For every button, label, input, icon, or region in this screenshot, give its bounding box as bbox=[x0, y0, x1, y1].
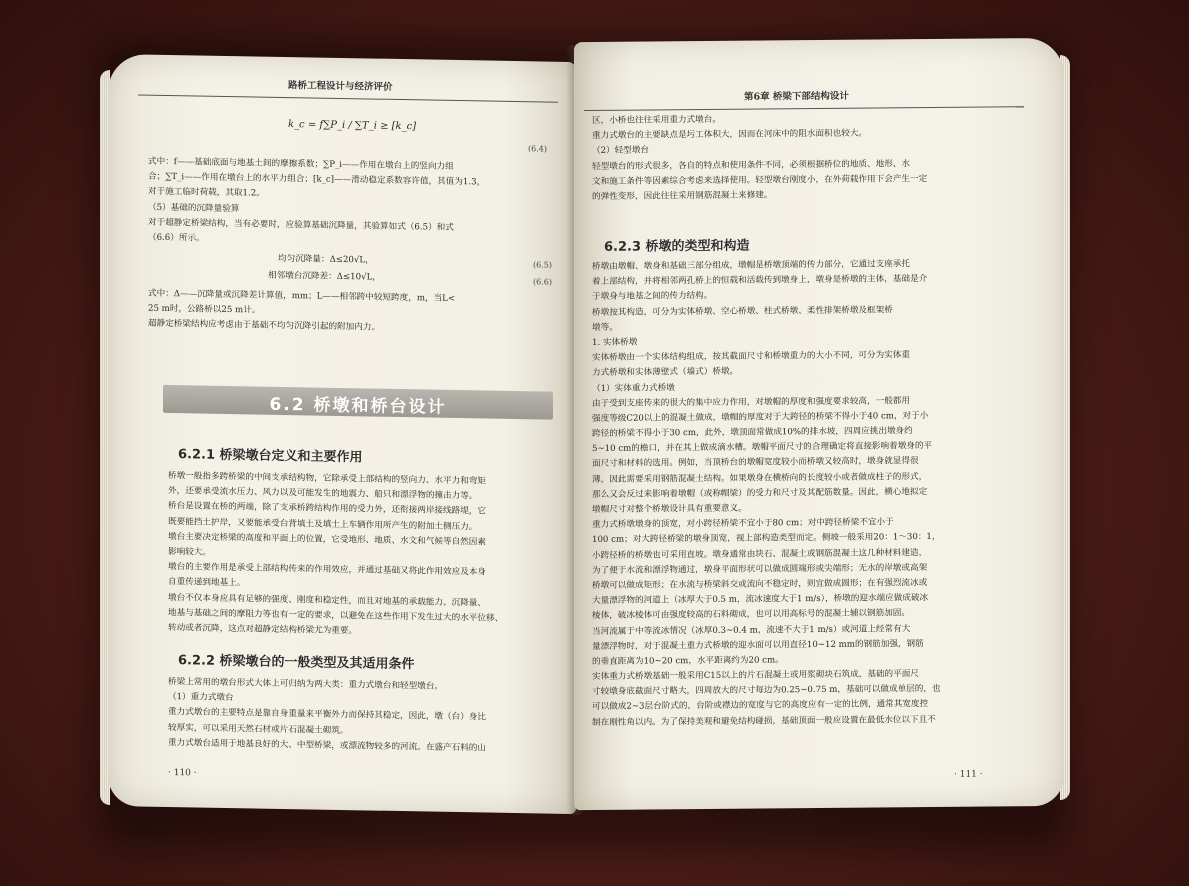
left-running-header: 路桥工程设计与经济评价 bbox=[288, 80, 393, 93]
left-page bbox=[108, 54, 576, 814]
text-line: 对于施工临时荷载，其取1.2。 bbox=[148, 186, 265, 200]
text-line: 墩台的主要作用是承受上部结构传来的作用效应，并通过基础又将此作用效应及本身 bbox=[168, 562, 486, 578]
text-line: 寸较墩身底截面尺寸略大，四周放大的尺寸每边为0.25~0.75 m，基础可以做成单层的，也 bbox=[592, 684, 941, 698]
text-line: 的弹性变形，因此往往采用钢筋混凝土来修建。 bbox=[592, 190, 773, 202]
text-line: 墩台不仅本身应具有足够的强度、刚度和稳定性，而且对地基的承载能力、沉降量、 bbox=[168, 592, 486, 609]
text-line: 制在刚性角以内。为了保持美观和避免结构碰损，基础顶面一般应设置在最低水位以下且不 bbox=[592, 714, 936, 728]
left-page-number: · 110 · bbox=[168, 767, 197, 779]
section-banner bbox=[163, 385, 553, 420]
text-line: 可以做成2~3层台阶式的，台阶或襟边的宽度与它的高度应有一定的比例，通常其宽度控 bbox=[592, 699, 929, 713]
text-line: （1）重力式墩台 bbox=[168, 692, 234, 704]
text-line: 文和施工条件等因素综合考虑来选择使用。轻型墩台刚度小，在外荷载作用下会产生一定 bbox=[592, 173, 928, 187]
right-page bbox=[574, 38, 1064, 810]
text-line: 较厚实，可以采用天然石材或片石混凝土砌筑。 bbox=[168, 722, 349, 736]
formula-number: (6.5) bbox=[533, 260, 552, 270]
text-line: 重力式墩台的主要缺点是圬工体积大，因而在河床中的阻水面积也较大。 bbox=[592, 128, 868, 142]
right-paragraph-a bbox=[592, 110, 1032, 205]
subsection-heading-622: 6.2.2 桥梁墩台的一般类型及其适用条件 bbox=[178, 653, 415, 673]
text-line: （1）实体重力式桥墩 bbox=[592, 382, 675, 394]
text-line: 力式桥墩和实体薄壁式（墙式）桥墩。 bbox=[592, 367, 739, 379]
uniform-settlement-formula: 均匀沉降量：Δ≤20√L， bbox=[278, 253, 374, 266]
text-line: 既要能挡土护岸，又要能承受台背填土及填土上车辆作用所产生的附加土侧压力。 bbox=[168, 516, 478, 532]
text-line: 由于受到支座传来的很大的集中应力作用，对墩帽的厚度和强度要求较高，一般都用 bbox=[592, 395, 910, 409]
text-line: 5~10 cm的檐口，并在其上做成滴水槽。墩帽平面尺寸的合理确定将直接影响着墩身的平 bbox=[592, 441, 933, 455]
text-line: 棱体，破冰棱体可由强度较高的石料砌成，也可以用高标号的混凝土辅以钢筋加固。 bbox=[592, 608, 910, 622]
left-paragraph-d bbox=[168, 675, 563, 758]
left-header-rule bbox=[138, 94, 558, 102]
text-line: 合；∑T_i——作用在墩台上的水平力组合；[k_c]——滑动稳定系数容许值，其值为1.3， bbox=[148, 171, 486, 188]
text-line: 桥墩由墩帽、墩身和基础三部分组成，墩帽是桥墩顶端的传力部分，它通过支座承托 bbox=[592, 259, 910, 272]
text-line: 25 m时，公路桥以25 m计。 bbox=[148, 303, 261, 316]
text-line: 当河流属于中等流冰情况（冰厚0.3~0.4 m，流速不大于1 m/s）或河道上经常有大 bbox=[592, 623, 911, 637]
text-line: 自重传递到地基上。 bbox=[168, 577, 246, 589]
text-line: 对于超静定桥梁结构，当有必要时，应验算基础沉降量，其验算如式（6.5）和式 bbox=[148, 217, 454, 233]
text-line: 实体重力式桥墩基础一般采用C15以上的片石混凝土或用浆砌块石筑成，基础的平面尺 bbox=[592, 669, 919, 683]
text-line: 大量漂浮物的河道上（冰厚大于0.5 m，流冰速度大于1 m/s），桥墩的迎水端应做成破冰 bbox=[592, 593, 929, 607]
left-paragraph-a bbox=[148, 155, 558, 253]
text-line: 桥墩一般指多跨桥梁的中间支承结构物，它除承受上部结构的竖向力、水平力和弯矩 bbox=[168, 470, 486, 487]
right-paragraph-b bbox=[592, 256, 1037, 731]
left-paragraph-c bbox=[168, 469, 563, 643]
text-line: 桥墩按其构造，可分为实体桥墩、空心桥墩、柱式桥墩、柔性排架桥墩及框架桥 bbox=[592, 304, 893, 318]
text-line: 面尺寸和材料的选用。例如，当顶桥台的墩帽宽度较小而桥墩又较高时，墩身就显得很 bbox=[592, 456, 919, 470]
text-line: 重力式墩台的主要特点是靠自身重量来平衡外力而保持其稳定，因此，墩（台）身比 bbox=[168, 707, 486, 723]
text-line: 超静定桥梁结构应考虑由于基础不均匀沉降引起的附加内力。 bbox=[148, 318, 381, 334]
text-line: 薄，因此需要采用钢筋混凝土结构。如果墩身在横桥向的长度较小或者做成柱子的形式， bbox=[592, 471, 928, 485]
text-line: （2）轻型墩台 bbox=[592, 145, 650, 157]
text-line: 地基与基础之间的摩阻力等也有一定的要求，以避免在这些作用下发生过大的水平位移、 bbox=[168, 607, 504, 624]
text-line: 轻型墩台的形式很多，各自的特点和使用条件不同，必须根据桥位的地质、地形、水 bbox=[592, 158, 910, 172]
text-line: 1. 实体桥墩 bbox=[592, 337, 638, 348]
text-line: 实体桥墩由一个实体结构组成，按其截面尺寸和桥墩重力的大小不同，可分为实体重 bbox=[592, 350, 910, 364]
text-line: 强度等级C20以上的混凝土做成，墩帽的厚度对于大跨径的桥梁不得小于40 cm，对于小 bbox=[592, 410, 929, 424]
text-line: 的垂直距离为10~20 cm，水平距离约为20 cm。 bbox=[592, 655, 784, 667]
text-line: 区，小桥也往往采用重力式墩台。 bbox=[592, 114, 721, 126]
text-line: 式中：f——基础底面与地基土间的摩擦系数；∑P_i——作用在墩台上的竖向力组 bbox=[148, 156, 454, 172]
text-line: 为了便于水流和漂浮物通过，墩身平面形状可以做成圆端形或尖端形；无水的岸墩或高架 bbox=[592, 562, 928, 576]
text-line: 跨径的桥梁不得小于30 cm，此外，墩顶面常做成10%的排水坡，四周应挑出墩身约 bbox=[592, 426, 913, 440]
formula-number: (6.4) bbox=[528, 144, 547, 154]
text-line: （5）基础的沉降量验算 bbox=[148, 202, 240, 214]
text-line: 量漂浮物时，对于混凝土重力式桥墩的迎水面可以用直径10~12 mm的钢筋加强，钢筋 bbox=[592, 638, 924, 652]
text-line: （6.6）所示。 bbox=[148, 232, 205, 244]
left-paragraph-b bbox=[148, 287, 558, 340]
text-line: 桥梁上常用的墩台形式大体上可归纳为两大类：重力式墩台和轻型墩台。 bbox=[168, 676, 444, 692]
text-line: 式中：Δ——沉降量或沉降差计算值，mm；L——相邻跨中较短跨度，m，当L< bbox=[148, 288, 456, 304]
text-line: 100 cm；对大跨径桥梁的墩身顶宽，视上部构造类型而定。侧坡一般采用20：1～30：1， bbox=[592, 532, 941, 546]
text-line: 重力式墩台适用于地基良好的大、中型桥梁，或漂流物较多的河流。在盛产石料的山 bbox=[168, 737, 486, 754]
text-line: 转动或者沉降，这点对超静定结构桥梁尤为重要。 bbox=[168, 622, 358, 637]
text-line: 影响较大。 bbox=[168, 546, 211, 558]
text-line: 墩帽尺寸对整个桥墩设计具有重要意义。 bbox=[592, 503, 747, 515]
right-page-number: · 111 · bbox=[954, 769, 983, 780]
text-line: 墩等。 bbox=[592, 322, 618, 333]
text-line: 那么又会反过来影响着墩帽（或称帽梁）的受力和尺寸及其配筋数量。因此，横心地拟定 bbox=[592, 486, 928, 500]
differential-settlement-formula: 相邻墩台沉降差：Δ≤10√L， bbox=[268, 270, 381, 283]
text-line: 小跨径桥的桥墩也可采用直坡。墩身通常由块石、混凝土或钢筋混凝土这几种材料建造， bbox=[592, 547, 928, 561]
subsection-heading-623: 6.2.3 桥墩的类型和构造 bbox=[604, 238, 750, 255]
right-running-header: 第6章 桥梁下部结构设计 bbox=[744, 90, 849, 103]
text-line: 于墩身与地基之间的传力结构。 bbox=[592, 291, 713, 303]
section-title: 6.2 桥墩和桥台设计 bbox=[269, 394, 447, 418]
formula-number: (6.6) bbox=[533, 277, 552, 287]
stability-formula: k_c = f∑P_i / ∑T_i ≥ [k_c] bbox=[288, 119, 417, 133]
text-line: 着上部结构，并将相邻两孔桥上的恒载和活载传到墩身上，墩身是桥墩的主体，基础是介 bbox=[592, 274, 928, 288]
text-line: 重力式桥墩墩身的顶宽，对小跨径桥梁不宜小于80 cm；对中跨径桥梁不宜小于 bbox=[592, 517, 894, 531]
text-line: 桥台是设置在桥的两端，除了支承桥跨结构作用的受力外，还衔接两岸接线路堤，它 bbox=[168, 501, 486, 517]
subsection-heading-621: 6.2.1 桥梁墩台定义和主要作用 bbox=[178, 447, 363, 466]
text-line: 桥墩可以做成矩形；在水流与桥梁斜交或流向不稳定时，则宜做成圆形；在有强烈流冰或 bbox=[592, 577, 928, 591]
text-line: 外，还要承受流水压力、风力以及可能发生的地震力、船只和漂浮物的撞击力等。 bbox=[168, 486, 478, 502]
text-line: 墩台主要决定桥梁的高度和平面上的位置，它受地形、地质、水文和气候等自然因素 bbox=[168, 531, 486, 548]
